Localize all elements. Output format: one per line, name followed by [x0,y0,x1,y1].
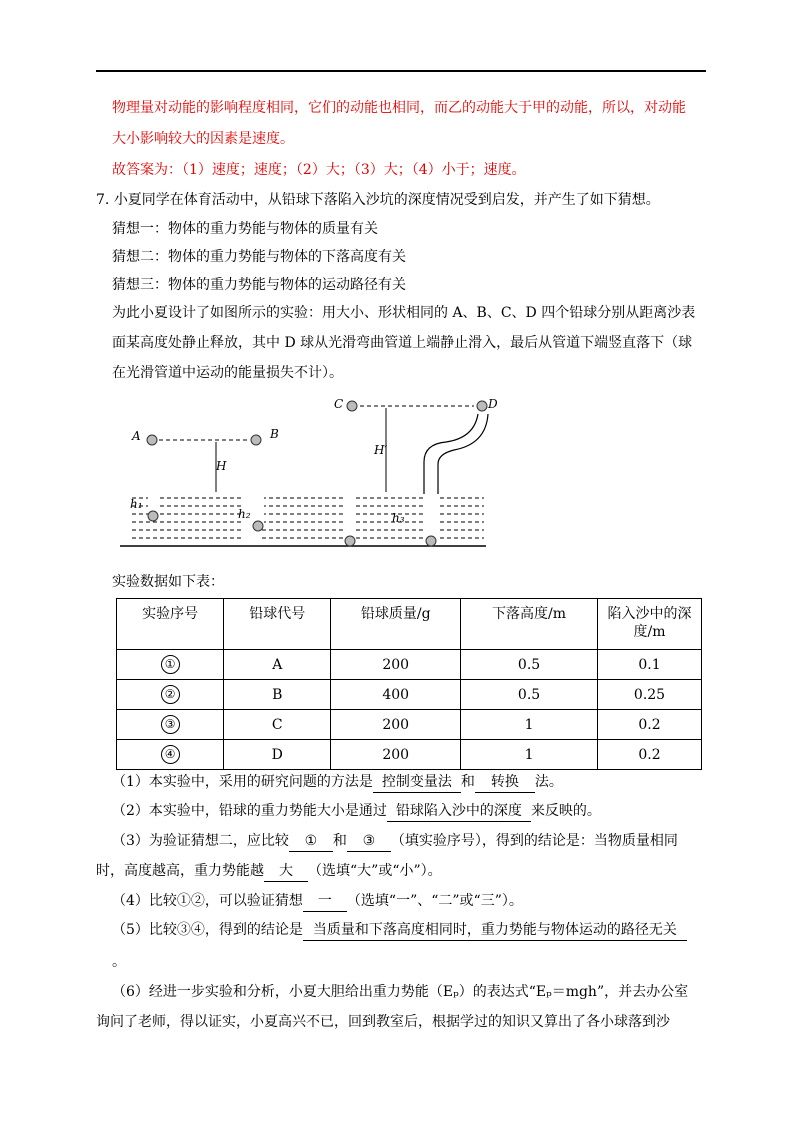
table-cell: A [224,650,331,680]
table-cell: C [224,710,331,740]
guess-1: 猜想一：物体的重力势能与物体的质量有关 [112,221,378,237]
blank-q3-c: 大 [264,861,308,882]
table-cell: 0.1 [598,650,702,680]
ball-b-start [251,435,261,445]
ball-c-start [347,401,357,411]
question-intro-text: 小夏同学在体育活动中，从铅球下落陷入沙坑的深度情况受到启发，并产生了如下猜想。 [113,192,660,208]
blank-q1-a: 控制变量法 [373,772,461,793]
answer-q5: （5）比较③④，得到的结论是 当质量和下落高度相同时，重力势能与物体运动的路径无关 [112,920,687,941]
blank-q3-b: ③ [347,831,391,852]
table-cell: 1 [461,710,598,740]
label-h2-depth: h₂ [238,507,251,521]
ball-b-sand [253,521,263,531]
answer-q1: （1）本实验中，采用的研究问题的方法是 控制变量法 和 转换 法。 [112,772,563,793]
table-cell: B [224,680,331,710]
blank-q5: 当质量和下落高度相同时，重力势能与物体运动的路径无关 [303,920,687,941]
label-b: B [270,427,279,441]
question-7-intro [96,190,660,210]
table-header-row [117,599,702,650]
label-h-prime: H′ [374,443,388,457]
table-cell: 200 [331,740,461,770]
ball-a-start [147,435,157,445]
experiment-diagram [112,388,502,553]
table-cell: ④ [117,740,224,770]
pipe-outer [438,414,488,494]
sand-pit-3 [356,498,484,538]
guess-3: 猜想三：物体的重力势能与物体的运动路径有关 [112,277,406,293]
question-number: 7. [96,192,110,208]
pipe-inner [424,414,478,494]
header-cell: 陷入沙中的深度/m [598,599,702,650]
table-cell: 0.2 [598,710,702,740]
header-cell: 实验序号 [117,599,224,650]
question-q6-line-2: 询问了老师，得以证实，小夏高兴不已，回到教室后，根据学过的知识又算出了各小球落到沙 [96,1014,670,1030]
header-cell: 铅球质量/g [331,599,461,650]
table-cell: 0.2 [598,740,702,770]
answer-q4: （4）比较①②，可以验证猜想 一 （选填“一”、“二”或“三”）。 [112,891,523,912]
description-line-2: 面某高度处静止释放，其中 D 球从光滑弯曲管道上端静止滑入，最后从管道下端竖直落下（球 [112,335,693,351]
table-row [117,740,702,770]
header-rule [96,70,706,72]
data-table [116,598,702,770]
table-cell: ① [117,650,224,680]
ball-c-sand [345,536,355,546]
header-cell: 下落高度/m [461,599,598,650]
table-cell: ② [117,680,224,710]
answer-line-2: 大小影响较大的因素是速度。 [112,131,294,147]
answer-line-3: 故答案为：（1）速度；速度；（2）大；（3）大；（4）小于；速度。 [112,162,526,178]
ball-a-sand [148,511,158,521]
sand-pit-2 [262,498,346,538]
table-row [117,650,702,680]
blank-q4: 一 [303,891,347,912]
answer-q5-line-2: 。 [112,954,126,970]
table-cell: D [224,740,331,770]
blank-q1-b: 转换 [475,772,535,793]
description-line-3: 在光滑管道中运动的能量损失不计）。 [112,365,343,381]
table-cell: 0.5 [461,650,598,680]
label-h: H [216,459,227,473]
answer-line-1: 物理量对动能的影响程度相同，它们的动能也相同，而乙的动能大于甲的动能，所以，对动能 [112,100,686,116]
table-cell: 1 [461,740,598,770]
label-a: A [132,429,141,443]
table-cell: 400 [331,680,461,710]
table-intro: 实验数据如下表： [112,574,224,590]
table-cell: 200 [331,650,461,680]
label-d: D [488,397,498,411]
header-cell: 铅球代号 [224,599,331,650]
answer-q2: （2）本实验中，铅球的重力势能大小是通过 铅球陷入沙中的深度 来反映的。 [112,801,601,822]
ball-d-sand [426,536,436,546]
table-cell: ③ [117,710,224,740]
description-line-1: 为此小夏设计了如图所示的实验：用大小、形状相同的 A、B、C、D 四个铅球分别从距离沙表 [112,305,696,321]
table-cell: 0.5 [461,680,598,710]
label-h1: h₁ [130,497,143,511]
table-cell: 0.25 [598,680,702,710]
ball-d-start [477,401,487,411]
answer-q3-line-2: 时，高度越高，重力势能越 大 （选填“大”或“小”）。 [96,861,442,882]
blank-q3-a: ① [289,831,333,852]
label-h3: h₃ [392,511,405,525]
answer-q3-line-1: （3）为验证猜想二，应比较 ① 和 ③ （填实验序号），得到的结论是：当物质量相同 [112,831,678,852]
guess-2: 猜想二：物体的重力势能与物体的下落高度有关 [112,249,406,265]
label-c: C [334,397,344,411]
table-row [117,680,702,710]
table-row [117,710,702,740]
table-cell: 200 [331,710,461,740]
blank-q2: 铅球陷入沙中的深度 [387,801,531,822]
question-q6-line-1: （6）经进一步实验和分析，小夏大胆给出重力势能（Eₚ）的表达式“Eₚ＝mgh”，并去办公室 [112,984,689,1000]
